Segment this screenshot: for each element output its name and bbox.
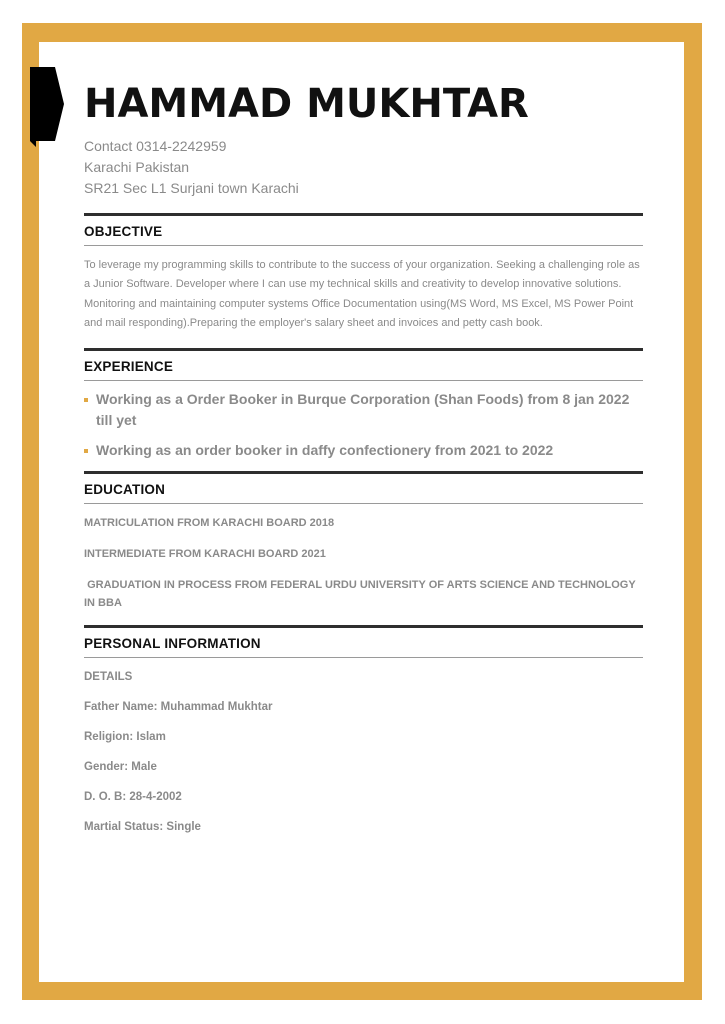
list-item: MATRICULATION FROM KARACHI BOARD 2018 — [84, 517, 335, 530]
marital-status: Martial Status: Single — [84, 821, 201, 834]
section-rule-thin — [84, 380, 643, 381]
list-item: INTERMEDIATE FROM KARACHI BOARD 2021 — [84, 548, 326, 561]
contact-block — [84, 136, 643, 199]
list-item — [84, 389, 643, 431]
experience-item-text: Working as a Order Booker in Burque Corporation (Shan Foods) from 8 jan 2022 till yet — [96, 391, 630, 429]
section-title-objective: OBJECTIVE — [84, 224, 163, 239]
list-item: GRADUATION IN PROCESS FROM FEDERAL URDU UNIVERSITY OF ARTS SCIENCE AND TECHNOLOGY IN BBA — [84, 579, 639, 610]
contact-phone: Contact 0314-2242959 — [84, 138, 227, 154]
father-name: Father Name: Muhammad Mukhtar — [84, 701, 273, 714]
bullet-icon — [84, 449, 88, 453]
religion: Religion: Islam — [84, 731, 166, 744]
education-list — [84, 514, 643, 612]
header-tab-marker — [30, 67, 64, 147]
contact-address: SR21 Sec L1 Surjani town Karachi — [84, 180, 299, 196]
section-title-education: EDUCATION — [84, 482, 166, 498]
bullet-icon — [84, 398, 88, 402]
section-title-experience: EXPERIENCE — [84, 359, 174, 375]
list-item — [84, 440, 643, 461]
section-rule-thin — [84, 503, 643, 504]
section-rule-thin — [84, 245, 643, 246]
education-section — [84, 471, 643, 612]
contact-city: Karachi Pakistan — [84, 159, 190, 175]
objective-text: To leverage my programming skills to contribute to the success of your organization. Seeking a challenging role as a Junior Software. Developer where I can use my technical skills and creativity to develop innovative solutions. Monitoring and maintaining computer systems Office Documentation using(MS Word, MS Excel, MS Power Point and mail responding).Preparing the employer's salary sheet and invoices and petty cash book. — [84, 259, 640, 329]
personal-details-list — [84, 668, 643, 836]
section-rule-thin — [84, 657, 643, 658]
section-title-personal: PERSONAL INFORMATION — [84, 636, 261, 652]
objective-section — [84, 213, 643, 333]
details-label: DETAILS — [84, 671, 133, 684]
experience-item-text: Working as an order booker in daffy confectionery from 2021 to 2022 — [96, 442, 554, 459]
date-of-birth: D. O. B: 28-4-2002 — [84, 791, 182, 804]
experience-section — [84, 348, 643, 461]
candidate-name: HAMMAD MUKHTAR — [84, 81, 529, 127]
gender: Gender: Male — [84, 761, 157, 774]
personal-section — [84, 625, 643, 836]
resume-content — [84, 78, 643, 848]
experience-list — [84, 389, 643, 461]
